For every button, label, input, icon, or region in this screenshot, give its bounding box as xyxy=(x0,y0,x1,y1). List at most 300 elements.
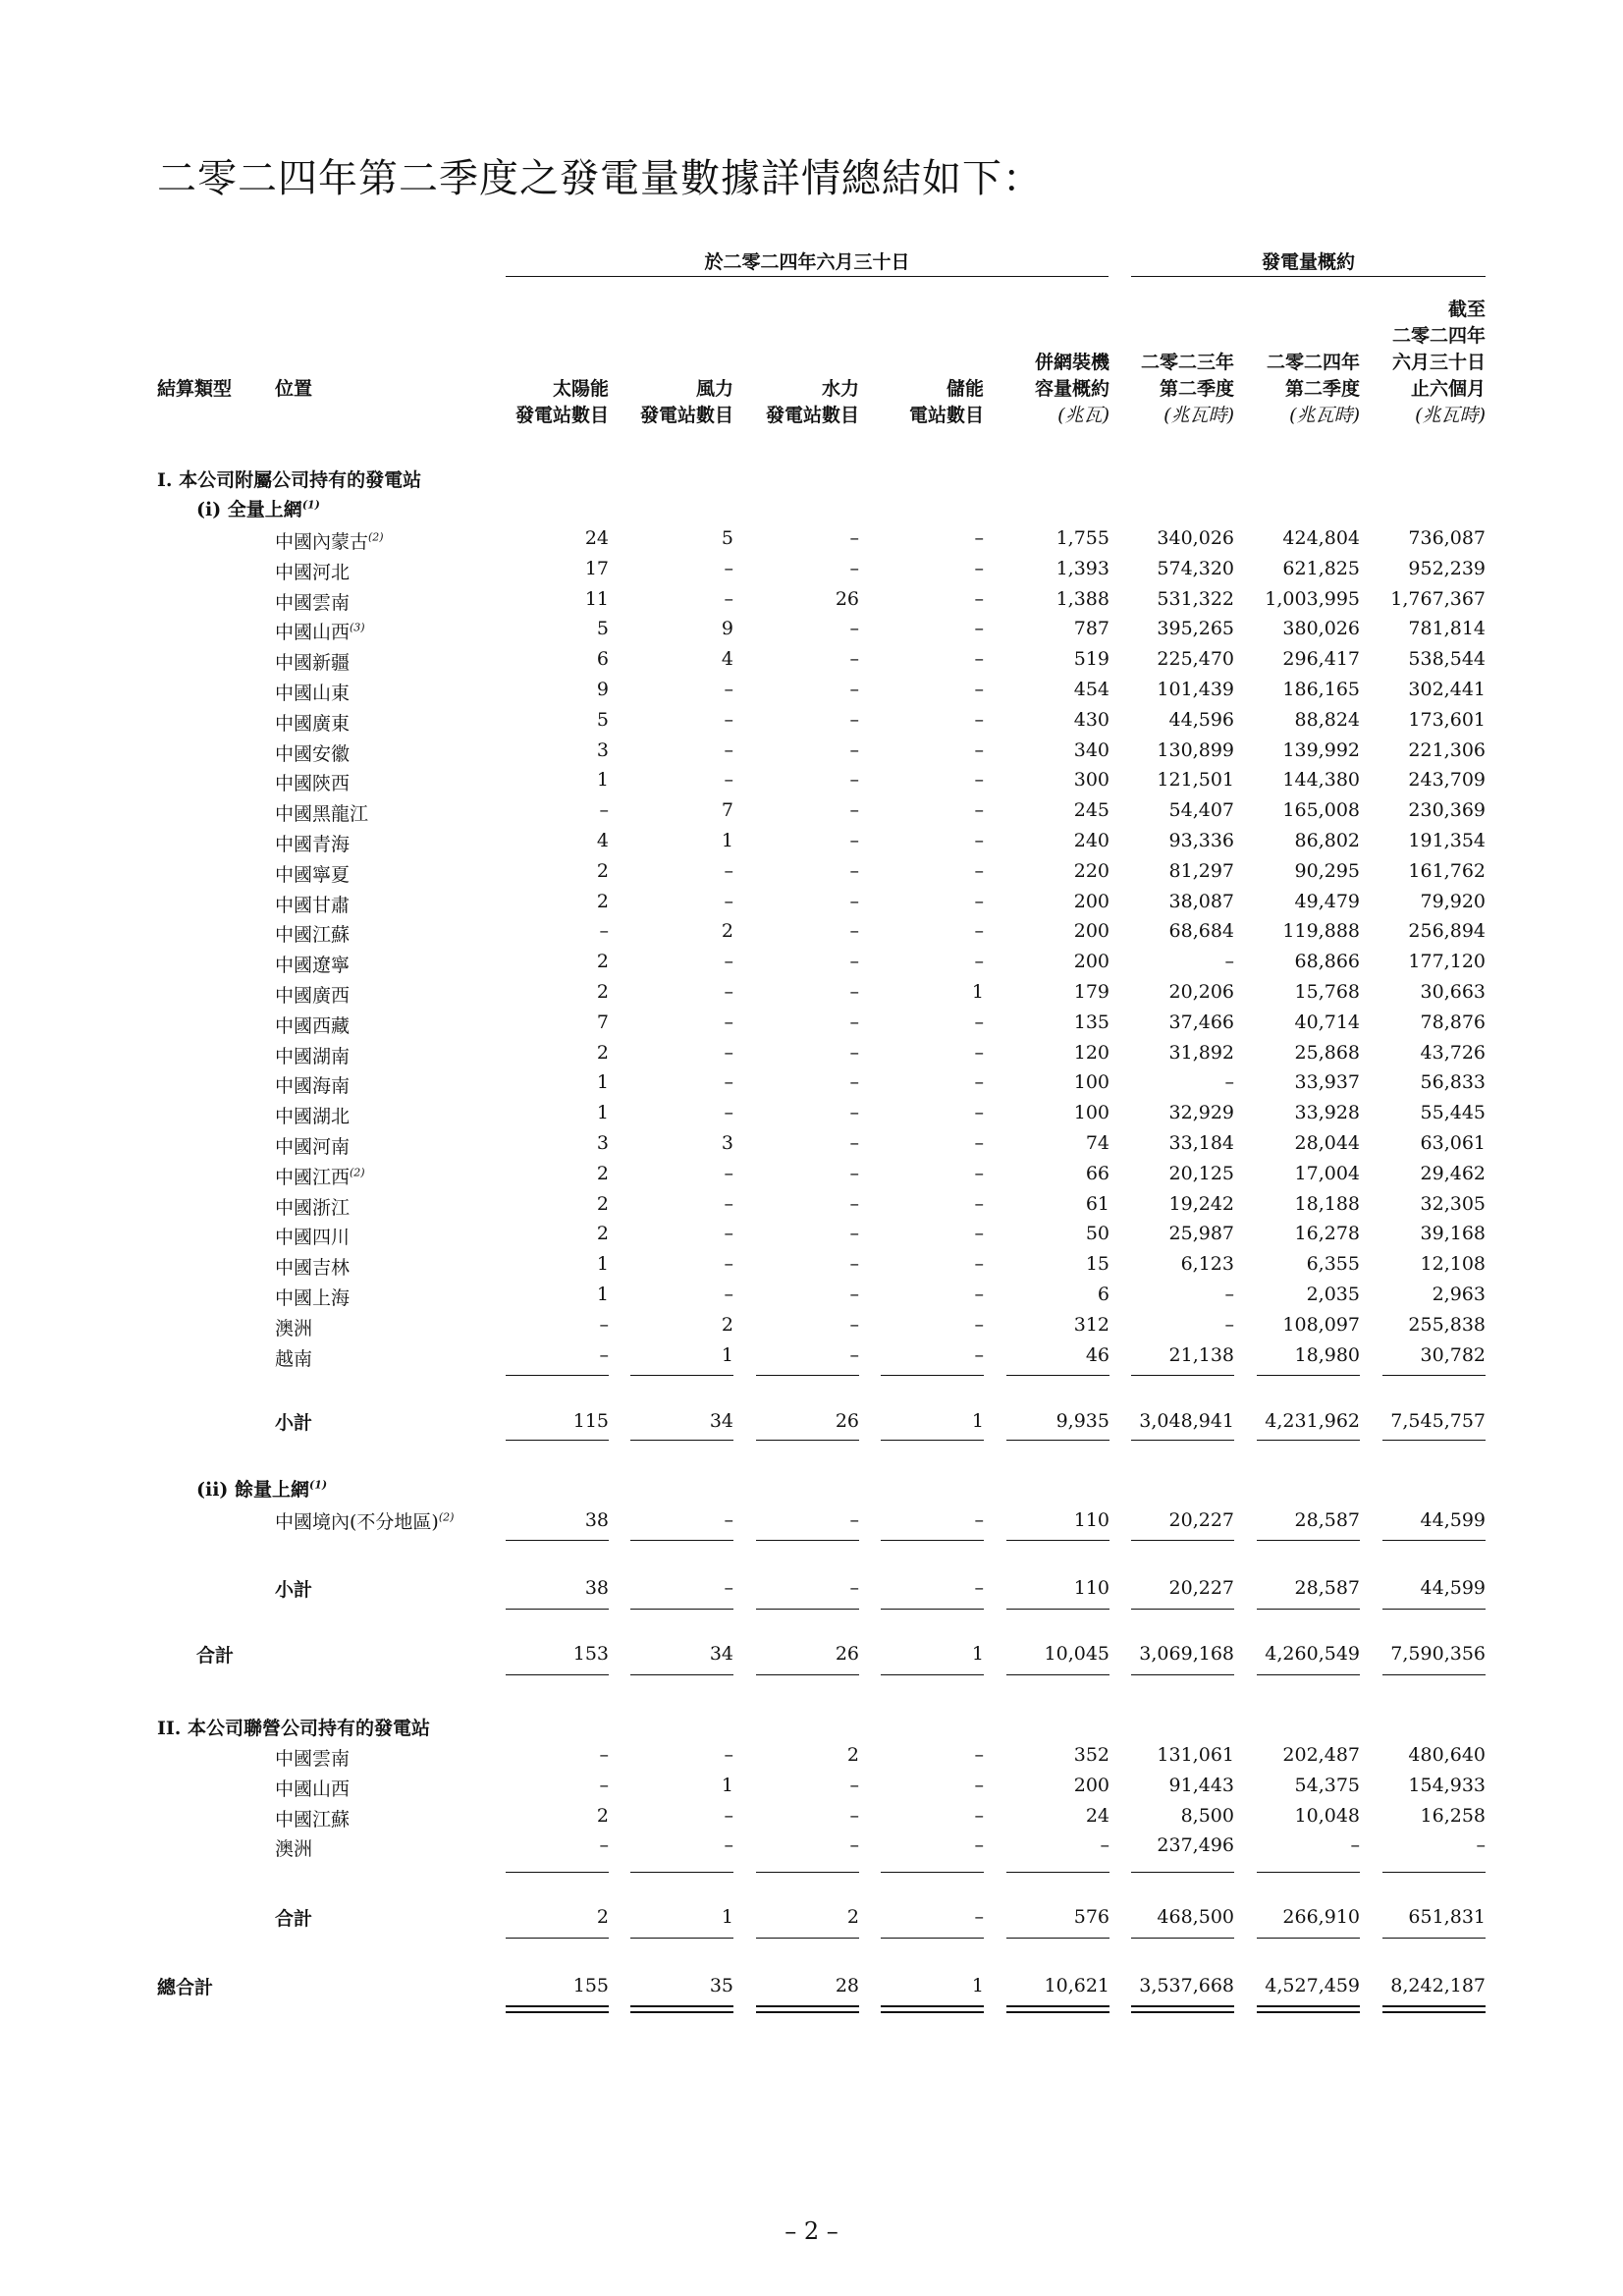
section-1-total-col8: 7,590,356 xyxy=(1390,1643,1486,1665)
sub1-row-21-col2: 3 xyxy=(721,1132,733,1154)
sub1-subtotal-bottom-rule-5 xyxy=(1006,1440,1109,1441)
grand-total-dbl-1 xyxy=(506,2005,609,2013)
sub1-row-27-col5: 312 xyxy=(1073,1313,1109,1336)
group-header-generation-rule xyxy=(1131,276,1486,277)
sub1-row-25-col6: 6,123 xyxy=(1180,1253,1234,1276)
sub1-row-8-col5: 340 xyxy=(1073,738,1109,761)
sub1-row-12-col7: 90,295 xyxy=(1294,859,1360,882)
sub2-subtotal-top-rule-8 xyxy=(1382,1540,1486,1541)
sub2-subtotal-bottom-rule-8 xyxy=(1382,1609,1486,1610)
sub1-row-18-col2: – xyxy=(724,1041,733,1064)
sub1-subtotal-col3: 26 xyxy=(835,1410,859,1432)
sub1-row-2-col8: 952,239 xyxy=(1408,557,1486,579)
sub1-row-11-location: 中國青海 xyxy=(275,834,351,855)
sub1-row-21-col1: 3 xyxy=(596,1132,609,1154)
section-1-total-col1: 153 xyxy=(572,1643,609,1665)
sub1-row-1-col8: 736,087 xyxy=(1408,527,1486,549)
sub1-subtotal-bottom-rule-8 xyxy=(1382,1440,1486,1441)
page-number: – 2 – xyxy=(784,2217,839,2245)
sub1-row-11-col7: 86,802 xyxy=(1294,830,1360,851)
sub1-row-7-location: 中國廣東 xyxy=(275,712,351,735)
section-2-total-top-rule-5 xyxy=(1006,1872,1109,1873)
sub2-subtotal-col8: 44,599 xyxy=(1420,1577,1486,1599)
sub1-row-9-col8: 243,709 xyxy=(1408,769,1486,792)
sub1-row-15-col7: 68,866 xyxy=(1294,951,1360,973)
sub2-row-1-col7: 28,587 xyxy=(1294,1509,1360,1531)
sub1-row-10-location: 中國黑龍江 xyxy=(275,803,369,826)
sub1-row-5-col4: – xyxy=(974,648,984,671)
section-1-total-bottom-rule-3 xyxy=(756,1674,859,1675)
section-2-row-2-col4: – xyxy=(974,1774,984,1796)
section-2-row-3-col8: 16,258 xyxy=(1420,1804,1486,1827)
sub1-row-20-col1: 1 xyxy=(596,1102,609,1124)
sub2-row-1-col5: 110 xyxy=(1073,1509,1109,1531)
sub1-row-13-col5: 200 xyxy=(1073,890,1109,912)
sub1-row-14-col4: – xyxy=(974,920,984,943)
sub1-row-28-col5: 46 xyxy=(1085,1343,1109,1366)
section-2-row-4-col8: – xyxy=(1476,1834,1486,1857)
sub1-row-26-col5: 6 xyxy=(1097,1284,1109,1305)
section-1-sub1-label: (i) 全量上網$^{(1)}$ xyxy=(196,498,320,520)
sub1-row-6-col3: – xyxy=(849,679,859,700)
sub2-row-1-col4: – xyxy=(974,1509,984,1531)
sub1-row-6-col6: 101,439 xyxy=(1157,679,1234,700)
sub1-row-18-col4: – xyxy=(974,1041,984,1064)
sub1-row-13-col4: – xyxy=(974,890,984,912)
sub1-row-18-col1: 2 xyxy=(596,1041,609,1064)
sub1-row-2-col2: – xyxy=(724,557,733,579)
sub1-row-4-col7: 380,026 xyxy=(1282,618,1360,640)
section-1-total-col3: 26 xyxy=(835,1643,859,1665)
grand-total-col4: 1 xyxy=(971,1975,984,1996)
sub2-row-1-location: 中國境內(不分地區)$^{(2)}$ xyxy=(275,1510,455,1533)
sub1-subtotal-top-rule-6 xyxy=(1131,1375,1234,1376)
sub1-row-27-col7: 108,097 xyxy=(1282,1313,1360,1336)
sub2-subtotal-col5: 110 xyxy=(1073,1577,1109,1599)
sub1-row-26-col6: – xyxy=(1224,1284,1234,1305)
sub2-row-1-col1: 38 xyxy=(584,1509,609,1531)
section-2-row-1-col3: 2 xyxy=(846,1744,859,1766)
grand-total-dbl-3 xyxy=(756,2005,859,2013)
sub1-row-27-col1: – xyxy=(599,1313,609,1336)
sub1-row-16-location: 中國廣西 xyxy=(275,985,351,1007)
sub1-row-9-col4: – xyxy=(974,769,984,792)
sub1-row-13-location: 中國甘肅 xyxy=(275,894,351,916)
sub1-row-8-col3: – xyxy=(849,738,859,761)
sub1-row-11-col8: 191,354 xyxy=(1408,830,1486,851)
sub1-row-9-col3: – xyxy=(849,769,859,792)
sub1-subtotal-bottom-rule-3 xyxy=(756,1440,859,1441)
sub1-row-26-col8: 2,963 xyxy=(1432,1284,1486,1305)
sub1-row-14-col5: 200 xyxy=(1073,920,1109,943)
sub1-row-22-col6: 20,125 xyxy=(1168,1162,1234,1184)
sub1-subtotal-col5: 9,935 xyxy=(1055,1410,1109,1432)
sub1-row-20-col3: – xyxy=(849,1102,859,1124)
sub1-row-10-col4: – xyxy=(974,799,984,822)
sub1-row-26-col1: 1 xyxy=(596,1284,609,1305)
sub1-row-7-col8: 173,601 xyxy=(1408,708,1486,731)
sub1-row-27-col8: 255,838 xyxy=(1408,1313,1486,1336)
section-2-row-1-location: 中國雲南 xyxy=(275,1748,351,1770)
sub1-row-17-col5: 135 xyxy=(1073,1011,1109,1033)
grand-total-dbl-5 xyxy=(1006,2005,1109,2013)
sub1-subtotal-top-rule-5 xyxy=(1006,1375,1109,1376)
sub1-row-24-col3: – xyxy=(849,1223,859,1245)
sub1-row-1-col5: 1,755 xyxy=(1055,527,1109,549)
sub1-row-11-col5: 240 xyxy=(1073,830,1109,851)
sub1-row-21-col4: – xyxy=(974,1132,984,1154)
section-2-total-col4: – xyxy=(974,1906,984,1928)
sub1-row-3-col7: 1,003,995 xyxy=(1265,587,1360,610)
sub1-row-18-col5: 120 xyxy=(1073,1041,1109,1064)
sub1-row-12-col1: 2 xyxy=(596,859,609,882)
sub1-row-18-col3: – xyxy=(849,1041,859,1064)
sub1-row-10-col6: 54,407 xyxy=(1168,799,1234,822)
sub1-subtotal-label: 小計 xyxy=(275,1412,313,1434)
sub2-subtotal-col6: 20,227 xyxy=(1168,1577,1234,1599)
sub1-row-18-location: 中國湖南 xyxy=(275,1045,351,1067)
sub2-subtotal-bottom-rule-5 xyxy=(1006,1609,1109,1610)
section-2-row-1-col1: – xyxy=(599,1744,609,1766)
section-1-total-bottom-rule-7 xyxy=(1257,1674,1360,1675)
sub1-row-9-location: 中國陝西 xyxy=(275,773,351,795)
section-2-total-bottom-rule-7 xyxy=(1257,1938,1360,1939)
section-2-row-4-col1: – xyxy=(599,1834,609,1857)
section-2-row-2-col5: 200 xyxy=(1073,1774,1109,1796)
sub1-row-5-col5: 519 xyxy=(1073,648,1109,671)
section-2-row-2-col7: 54,375 xyxy=(1294,1774,1360,1796)
sub1-row-21-location: 中國河南 xyxy=(275,1136,351,1158)
section-2-row-3-col6: 8,500 xyxy=(1180,1804,1234,1827)
section-2-row-4-col7: – xyxy=(1350,1834,1360,1857)
sub1-row-26-col2: – xyxy=(724,1284,733,1305)
section-1-total-bottom-rule-5 xyxy=(1006,1674,1109,1675)
sub2-subtotal-col4: – xyxy=(974,1577,984,1599)
section-2-row-3-col7: 10,048 xyxy=(1294,1804,1360,1827)
sub1-row-6-col8: 302,441 xyxy=(1408,679,1486,700)
section-2-total-col1: 2 xyxy=(596,1906,609,1928)
section-2-total-top-rule-7 xyxy=(1257,1872,1360,1873)
section-2-row-2-col8: 154,933 xyxy=(1408,1774,1486,1796)
section-1-total-bottom-rule-1 xyxy=(506,1674,609,1675)
sub1-row-16-col4: 1 xyxy=(971,981,984,1003)
section-1-total-bottom-rule-6 xyxy=(1131,1674,1234,1675)
section-2-row-1-col5: 352 xyxy=(1073,1744,1109,1766)
section-2-total-col2: 1 xyxy=(721,1906,733,1928)
section-2-row-3-col5: 24 xyxy=(1085,1804,1109,1827)
section-1-total-col5: 10,045 xyxy=(1044,1643,1109,1665)
sub1-row-10-col3: – xyxy=(849,799,859,822)
section-2-row-3-location: 中國江蘇 xyxy=(275,1808,351,1831)
sub1-row-12-col2: – xyxy=(724,859,733,882)
sub2-subtotal-col1: 38 xyxy=(584,1577,609,1599)
sub1-row-3-location: 中國雲南 xyxy=(275,591,351,614)
section-1-total-col4: 1 xyxy=(971,1643,984,1665)
header-location: 位置 xyxy=(275,378,313,400)
section-2-row-4-col2: – xyxy=(724,1834,733,1857)
sub1-row-19-col8: 56,833 xyxy=(1420,1071,1486,1094)
sub1-row-2-location: 中國河北 xyxy=(275,561,351,583)
sub1-row-28-col8: 30,782 xyxy=(1420,1343,1486,1366)
sub1-row-6-col7: 186,165 xyxy=(1282,679,1360,700)
sub1-row-4-col1: 5 xyxy=(596,618,609,640)
sub1-row-6-location: 中國山東 xyxy=(275,683,351,704)
sub1-row-10-col7: 165,008 xyxy=(1282,799,1360,822)
sub1-row-21-col7: 28,044 xyxy=(1294,1132,1360,1154)
sub1-row-5-col1: 6 xyxy=(596,648,609,671)
sub1-row-6-col5: 454 xyxy=(1073,679,1109,700)
sub1-row-3-col6: 531,322 xyxy=(1157,587,1234,610)
sub1-row-28-col7: 18,980 xyxy=(1294,1343,1360,1366)
sub1-row-16-col1: 2 xyxy=(596,981,609,1003)
sub1-row-4-col3: – xyxy=(849,618,859,640)
section-1-total-bottom-rule-2 xyxy=(630,1674,733,1675)
column-header-2: 風力 發電站數目 xyxy=(639,378,733,426)
sub1-row-25-col4: – xyxy=(974,1253,984,1276)
sub1-subtotal-top-rule-2 xyxy=(630,1375,733,1376)
grand-total-col7: 4,527,459 xyxy=(1265,1975,1360,1996)
sub1-row-28-col3: – xyxy=(849,1343,859,1366)
sub1-row-9-col6: 121,501 xyxy=(1157,769,1234,792)
sub1-row-14-col1: – xyxy=(599,920,609,943)
grand-total-col5: 10,621 xyxy=(1044,1975,1109,1996)
sub1-row-5-location: 中國新疆 xyxy=(275,652,351,675)
section-2-total-top-rule-1 xyxy=(506,1872,609,1873)
sub1-row-22-location: 中國江西$^{(2)}$ xyxy=(275,1166,365,1188)
sub1-row-14-col6: 68,684 xyxy=(1168,920,1234,943)
sub1-subtotal-top-rule-3 xyxy=(756,1375,859,1376)
sub1-row-12-location: 中國寧夏 xyxy=(275,863,351,886)
group-header-as-at-rule xyxy=(506,276,1109,277)
section-1-total-col7: 4,260,549 xyxy=(1265,1643,1360,1665)
sub1-row-1-col2: 5 xyxy=(721,527,733,549)
sub2-row-1-col3: – xyxy=(849,1509,859,1531)
page-title: 二零二四年第二季度之發電量數據詳情總結如下： xyxy=(157,156,1043,201)
column-header-6: 二零二三年 第二季度 (兆瓦時) xyxy=(1140,352,1234,426)
sub2-row-1-col8: 44,599 xyxy=(1420,1509,1486,1531)
section-1-title: I. 本公司附屬公司持有的發電站 xyxy=(157,469,422,491)
sub1-row-8-location: 中國安徽 xyxy=(275,742,351,765)
section-2-row-4-col6: 237,496 xyxy=(1157,1834,1234,1857)
sub1-row-6-col4: – xyxy=(974,679,984,700)
section-2-total-top-rule-6 xyxy=(1131,1872,1234,1873)
sub1-row-18-col6: 31,892 xyxy=(1168,1041,1234,1064)
section-2-total-col6: 468,500 xyxy=(1157,1906,1234,1928)
sub1-row-12-col4: – xyxy=(974,859,984,882)
sub1-subtotal-top-rule-8 xyxy=(1382,1375,1486,1376)
sub1-row-23-col5: 61 xyxy=(1085,1192,1109,1215)
column-header-4: 儲能 電站數目 xyxy=(908,378,984,426)
section-2-total-bottom-rule-6 xyxy=(1131,1938,1234,1939)
sub1-row-15-col8: 177,120 xyxy=(1408,951,1486,973)
sub1-row-23-col7: 18,188 xyxy=(1294,1192,1360,1215)
sub1-subtotal-top-rule-7 xyxy=(1257,1375,1360,1376)
sub2-subtotal-top-rule-3 xyxy=(756,1540,859,1541)
sub1-row-28-location: 越南 xyxy=(275,1347,313,1370)
sub1-row-21-col3: – xyxy=(849,1132,859,1154)
sub1-row-17-location: 中國西藏 xyxy=(275,1014,351,1037)
section-2-total-top-rule-4 xyxy=(881,1872,984,1873)
sub1-subtotal-bottom-rule-1 xyxy=(506,1440,609,1441)
sub1-row-2-col5: 1,393 xyxy=(1055,557,1109,579)
sub1-row-13-col6: 38,087 xyxy=(1168,890,1234,912)
sub1-row-15-col6: – xyxy=(1224,951,1234,973)
sub2-subtotal-col7: 28,587 xyxy=(1294,1577,1360,1599)
sub1-row-24-col4: – xyxy=(974,1223,984,1245)
sub1-row-22-col5: 66 xyxy=(1085,1162,1109,1184)
sub1-row-5-col7: 296,417 xyxy=(1282,648,1360,671)
sub1-row-12-col8: 161,762 xyxy=(1408,859,1486,882)
grand-total-dbl-8 xyxy=(1382,2005,1486,2013)
grand-total-col1: 155 xyxy=(572,1975,609,1996)
sub1-subtotal-bottom-rule-6 xyxy=(1131,1440,1234,1441)
sub1-row-7-col2: – xyxy=(724,708,733,731)
sub1-subtotal-col1: 115 xyxy=(572,1410,609,1432)
sub1-row-27-col4: – xyxy=(974,1313,984,1336)
sub1-row-15-location: 中國遼寧 xyxy=(275,955,351,977)
sub1-row-10-col8: 230,369 xyxy=(1408,799,1486,822)
sub1-row-4-col5: 787 xyxy=(1073,618,1109,640)
grand-total-dbl-6 xyxy=(1131,2005,1234,2013)
section-1-total-col2: 34 xyxy=(709,1643,733,1665)
sub1-subtotal-top-rule-4 xyxy=(881,1375,984,1376)
sub1-row-10-col2: 7 xyxy=(721,799,733,822)
sub1-row-7-col7: 88,824 xyxy=(1294,708,1360,731)
sub1-row-22-col4: – xyxy=(974,1162,984,1184)
sub1-row-17-col3: – xyxy=(849,1011,859,1033)
sub2-subtotal-top-rule-6 xyxy=(1131,1540,1234,1541)
sub1-row-15-col5: 200 xyxy=(1073,951,1109,973)
sub2-subtotal-top-rule-2 xyxy=(630,1540,733,1541)
section-2-total-bottom-rule-4 xyxy=(881,1938,984,1939)
sub1-row-17-col8: 78,876 xyxy=(1420,1011,1486,1033)
sub1-row-24-col2: – xyxy=(724,1223,733,1245)
sub2-subtotal-bottom-rule-7 xyxy=(1257,1609,1360,1610)
sub1-row-7-col6: 44,596 xyxy=(1168,708,1234,731)
sub1-row-19-col6: – xyxy=(1224,1071,1234,1094)
sub1-row-13-col8: 79,920 xyxy=(1420,890,1486,912)
sub1-row-23-col4: – xyxy=(974,1192,984,1215)
grand-total-col8: 8,242,187 xyxy=(1390,1975,1486,1996)
section-2-row-2-col1: – xyxy=(599,1774,609,1796)
column-header-7: 二零二四年 第二季度 (兆瓦時) xyxy=(1266,352,1360,426)
section-2-row-3-col4: – xyxy=(974,1804,984,1827)
column-header-1: 太陽能 發電站數目 xyxy=(514,378,609,426)
section-2-row-1-col7: 202,487 xyxy=(1282,1744,1360,1766)
sub1-row-10-col5: 245 xyxy=(1073,799,1109,822)
sub1-row-4-col8: 781,814 xyxy=(1408,618,1486,640)
grand-total-label: 總合計 xyxy=(157,1977,214,1998)
sub1-row-9-col2: – xyxy=(724,769,733,792)
section-1-total-col6: 3,069,168 xyxy=(1139,1643,1234,1665)
section-2-total-label: 合計 xyxy=(275,1908,313,1930)
sub1-row-11-col4: – xyxy=(974,830,984,851)
sub1-row-5-col2: 4 xyxy=(721,648,733,671)
sub2-subtotal-col3: – xyxy=(849,1577,859,1599)
section-1-sub2-label: (ii) 餘量上網$^{(1)}$ xyxy=(196,1478,328,1501)
sub2-subtotal-top-rule-1 xyxy=(506,1540,609,1541)
sub2-subtotal-bottom-rule-3 xyxy=(756,1609,859,1610)
sub1-row-22-col1: 2 xyxy=(596,1162,609,1184)
sub2-subtotal-label: 小計 xyxy=(275,1579,313,1601)
sub1-row-7-col3: – xyxy=(849,708,859,731)
sub1-row-24-col6: 25,987 xyxy=(1168,1223,1234,1245)
section-2-row-1-col2: – xyxy=(724,1744,733,1766)
sub1-row-8-col6: 130,899 xyxy=(1157,738,1234,761)
grand-total-dbl-4 xyxy=(881,2005,984,2013)
sub1-row-22-col3: – xyxy=(849,1162,859,1184)
sub1-row-1-col7: 424,804 xyxy=(1282,527,1360,549)
sub1-row-19-col1: 1 xyxy=(596,1071,609,1094)
sub1-row-13-col2: – xyxy=(724,890,733,912)
sub1-row-5-col3: – xyxy=(849,648,859,671)
sub2-subtotal-col2: – xyxy=(724,1577,733,1599)
sub1-row-6-col1: 9 xyxy=(596,679,609,700)
sub1-row-20-col5: 100 xyxy=(1073,1102,1109,1124)
sub1-row-2-col3: – xyxy=(849,557,859,579)
sub1-row-20-col2: – xyxy=(724,1102,733,1124)
sub1-row-1-location: 中國內蒙古$^{(2)}$ xyxy=(275,530,384,553)
sub2-subtotal-bottom-rule-4 xyxy=(881,1609,984,1610)
sub1-row-14-location: 中國江蘇 xyxy=(275,924,351,947)
sub1-row-28-col1: – xyxy=(599,1343,609,1366)
sub1-subtotal-col2: 34 xyxy=(709,1410,733,1432)
section-2-total-bottom-rule-8 xyxy=(1382,1938,1486,1939)
sub1-row-14-col3: – xyxy=(849,920,859,943)
sub2-subtotal-bottom-rule-2 xyxy=(630,1609,733,1610)
sub1-row-23-col6: 19,242 xyxy=(1168,1192,1234,1215)
section-2-row-4-col5: – xyxy=(1100,1834,1109,1857)
sub1-row-3-col5: 1,388 xyxy=(1055,587,1109,610)
sub1-row-13-col3: – xyxy=(849,890,859,912)
sub1-row-20-col6: 32,929 xyxy=(1168,1102,1234,1124)
sub1-row-4-col6: 395,265 xyxy=(1157,618,1234,640)
sub1-row-12-col3: – xyxy=(849,859,859,882)
sub2-row-1-col2: – xyxy=(724,1509,733,1531)
section-2-total-col7: 266,910 xyxy=(1282,1906,1360,1928)
section-2-row-3-col1: 2 xyxy=(596,1804,609,1827)
section-1-total-bottom-rule-8 xyxy=(1382,1674,1486,1675)
sub1-row-2-col4: – xyxy=(974,557,984,579)
sub1-row-14-col2: 2 xyxy=(721,920,733,943)
sub1-row-11-col1: 4 xyxy=(596,830,609,851)
sub1-row-26-col4: – xyxy=(974,1284,984,1305)
section-2-row-1-col4: – xyxy=(974,1744,984,1766)
sub1-row-28-col2: 1 xyxy=(721,1343,733,1366)
section-2-total-bottom-rule-1 xyxy=(506,1938,609,1939)
sub1-row-16-col2: – xyxy=(724,981,733,1003)
sub1-row-5-col6: 225,470 xyxy=(1157,648,1234,671)
sub1-row-25-col7: 6,355 xyxy=(1306,1253,1360,1276)
sub1-row-14-col8: 256,894 xyxy=(1408,920,1486,943)
sub1-row-20-col8: 55,445 xyxy=(1420,1102,1486,1124)
grand-total-col3: 28 xyxy=(835,1975,859,1996)
sub2-row-1-col6: 20,227 xyxy=(1168,1509,1234,1531)
sub1-row-25-col2: – xyxy=(724,1253,733,1276)
sub1-row-4-col2: 9 xyxy=(721,618,733,640)
section-2-row-3-col3: – xyxy=(849,1804,859,1827)
sub1-row-1-col6: 340,026 xyxy=(1157,527,1234,549)
section-2-total-bottom-rule-5 xyxy=(1006,1938,1109,1939)
section-2-row-1-col6: 131,061 xyxy=(1157,1744,1234,1766)
sub1-row-2-col6: 574,320 xyxy=(1157,557,1234,579)
sub1-row-17-col7: 40,714 xyxy=(1294,1011,1360,1033)
sub2-subtotal-top-rule-4 xyxy=(881,1540,984,1541)
sub1-row-18-col8: 43,726 xyxy=(1420,1041,1486,1064)
sub2-subtotal-top-rule-7 xyxy=(1257,1540,1360,1541)
section-2-row-4-col3: – xyxy=(849,1834,859,1857)
sub1-row-19-col5: 100 xyxy=(1073,1071,1109,1094)
